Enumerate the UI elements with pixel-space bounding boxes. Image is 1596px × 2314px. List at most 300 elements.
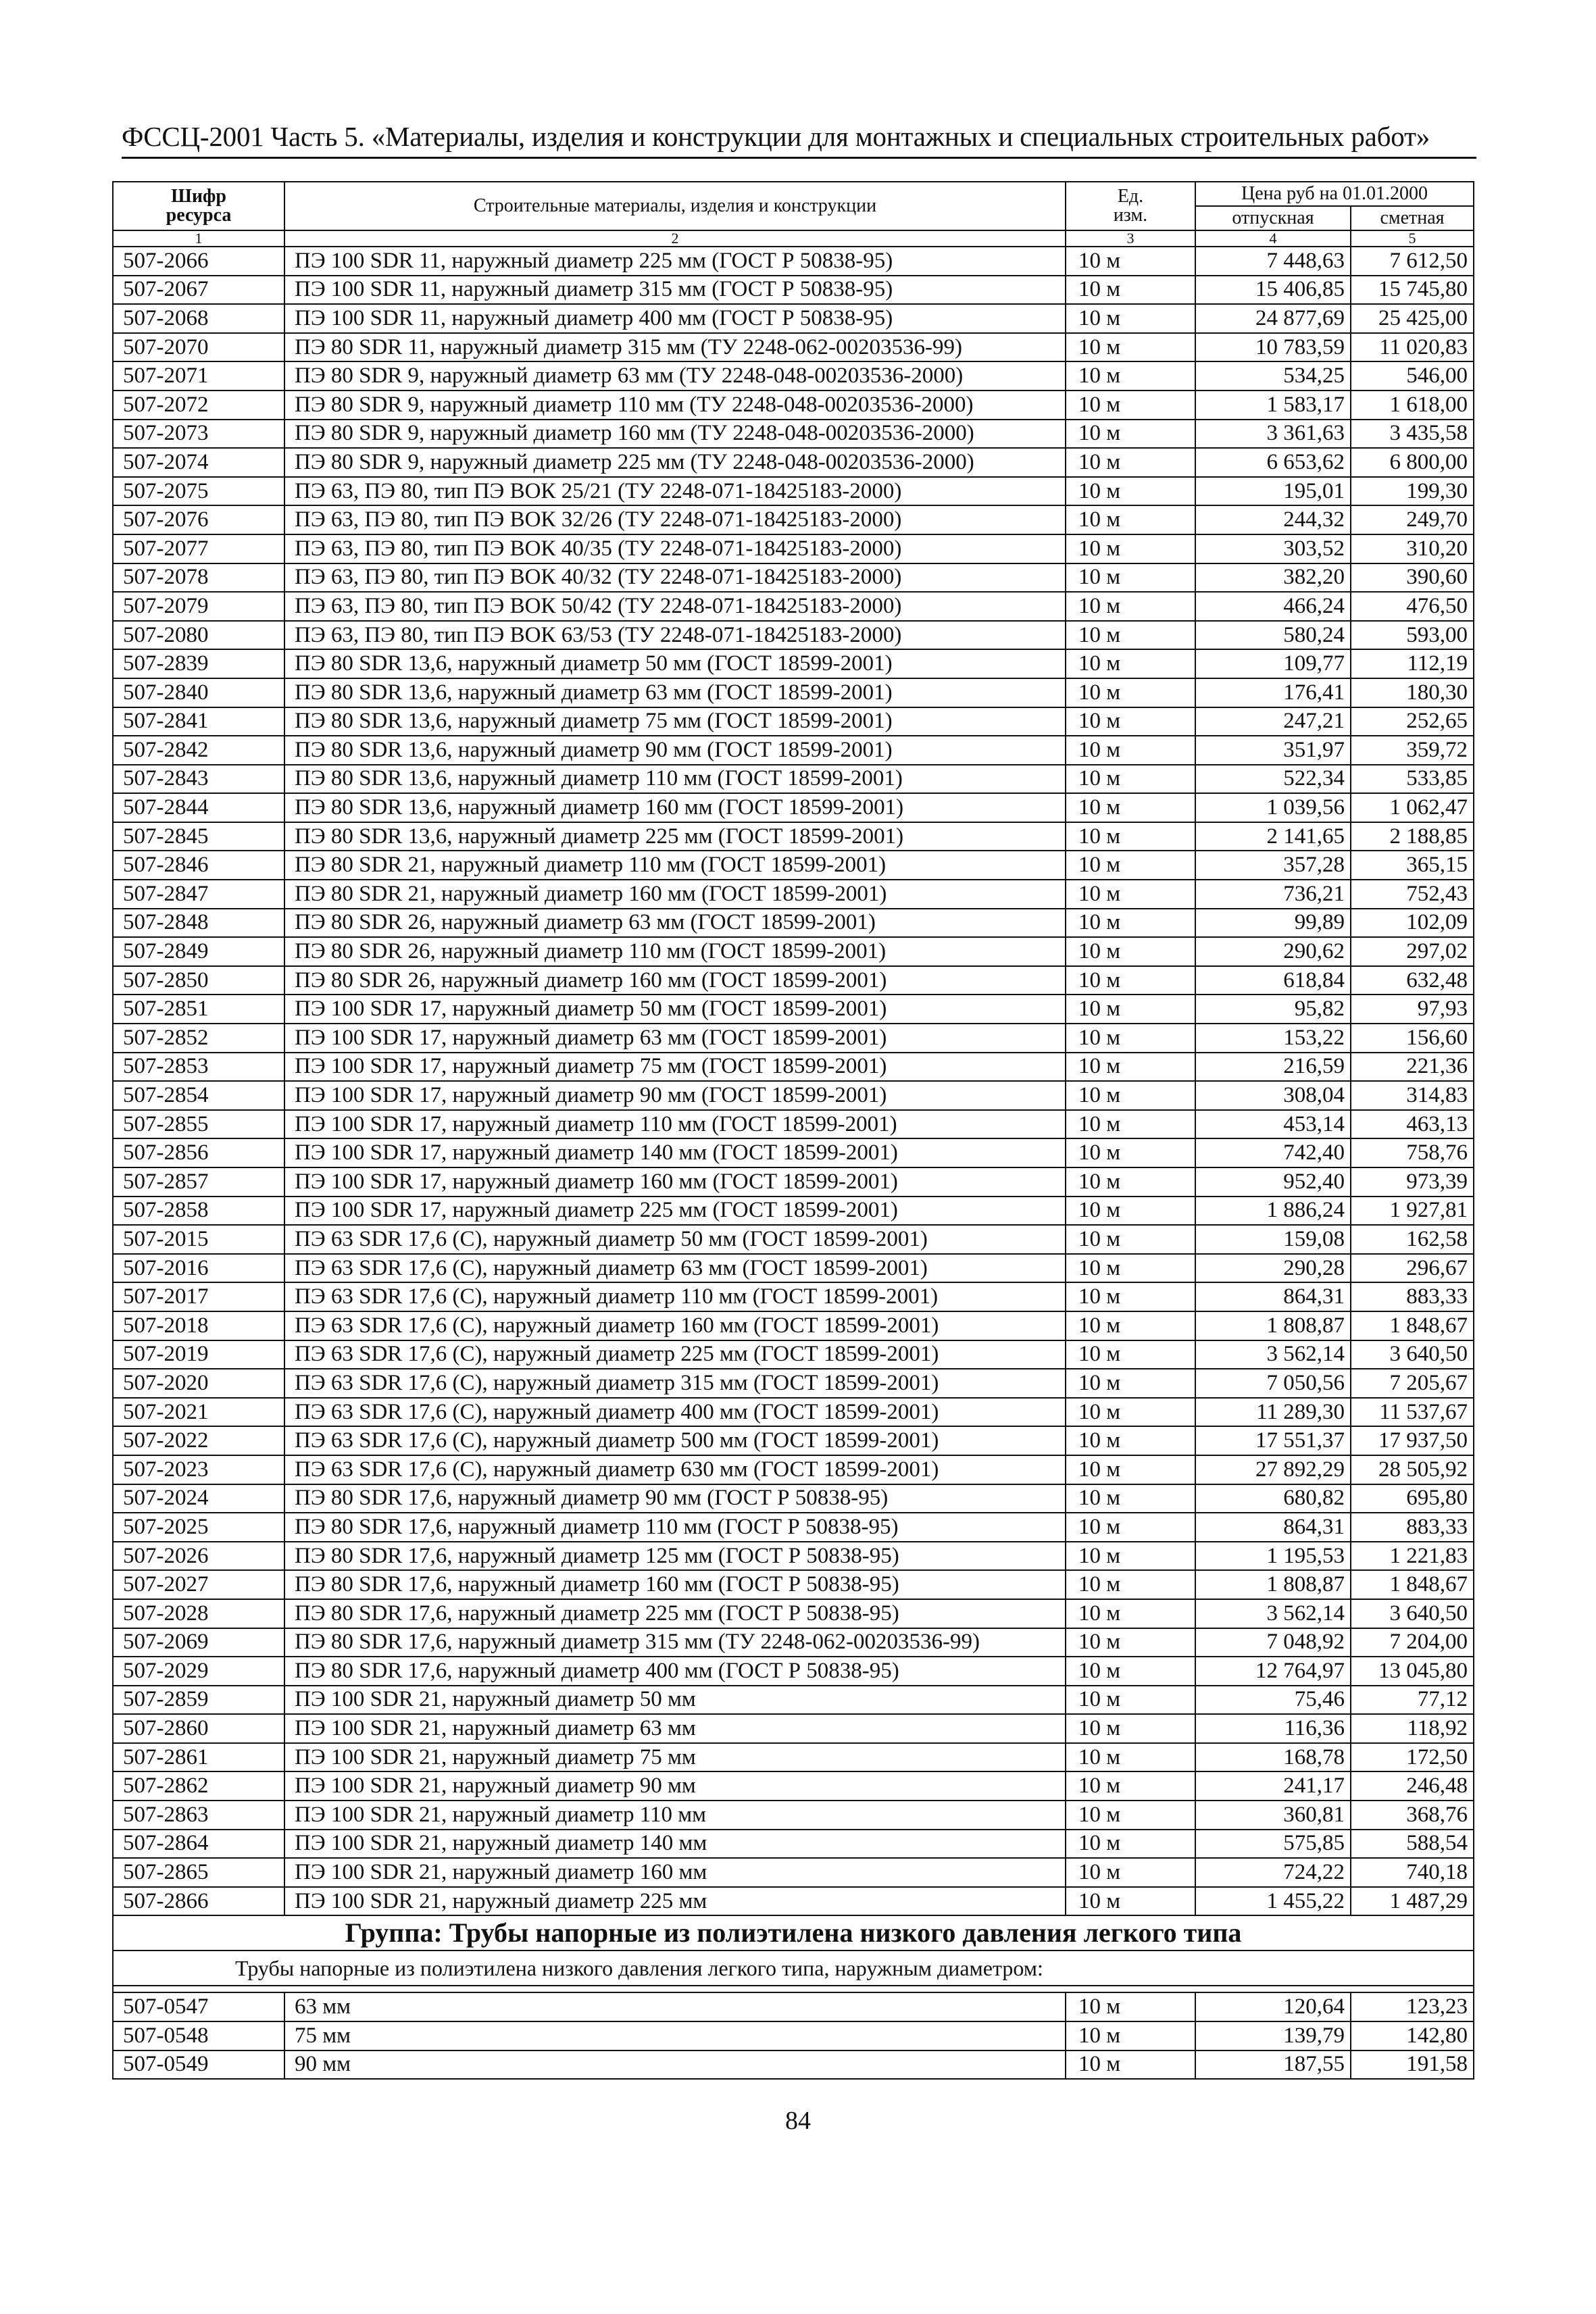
material-name: 75 мм — [284, 2021, 1066, 2051]
material-name: ПЭ 63, ПЭ 80, тип ПЭ ВОК 50/42 (ТУ 2248-071-18425183-2000) — [284, 592, 1066, 621]
material-name: ПЭ 63 SDR 17,6 (С), наружный диаметр 160 мм (ГОСТ 18599-2001) — [284, 1311, 1066, 1340]
resource-code: 507-2019 — [113, 1340, 284, 1369]
material-name: ПЭ 63 SDR 17,6 (С), наружный диаметр 500 мм (ГОСТ 18599-2001) — [284, 1426, 1066, 1455]
release-price: 139,79 — [1195, 2021, 1351, 2051]
unit: 10 м — [1066, 1282, 1195, 1311]
release-price: 382,20 — [1195, 563, 1351, 593]
material-name: ПЭ 80 SDR 17,6, наружный диаметр 225 мм (ГОСТ Р 50838-95) — [284, 1599, 1066, 1628]
estimate-price: 7 612,50 — [1351, 247, 1474, 276]
estimate-price: 123,23 — [1351, 1992, 1474, 2021]
unit: 10 м — [1066, 1110, 1195, 1139]
resource-code: 507-2858 — [113, 1197, 284, 1226]
resource-code: 507-0549 — [113, 2051, 284, 2080]
estimate-price: 632,48 — [1351, 966, 1474, 995]
unit: 10 м — [1066, 1024, 1195, 1053]
material-name: ПЭ 63, ПЭ 80, тип ПЭ ВОК 32/26 (ТУ 2248-071-18425183-2000) — [284, 505, 1066, 534]
release-price: 244,32 — [1195, 505, 1351, 534]
resource-code: 507-2017 — [113, 1282, 284, 1311]
estimate-price: 97,93 — [1351, 995, 1474, 1024]
table-row — [113, 534, 1474, 563]
estimate-price: 310,20 — [1351, 534, 1474, 563]
material-name: ПЭ 80 SDR 17,6, наружный диаметр 400 мм (ГОСТ Р 50838-95) — [284, 1657, 1066, 1686]
unit: 10 м — [1066, 621, 1195, 650]
release-price: 2 141,65 — [1195, 822, 1351, 851]
release-price: 952,40 — [1195, 1167, 1351, 1197]
resource-code: 507-2854 — [113, 1081, 284, 1110]
unit: 10 м — [1066, 1992, 1195, 2021]
material-name: ПЭ 100 SDR 21, наружный диаметр 75 мм — [284, 1743, 1066, 1772]
material-name: ПЭ 80 SDR 9, наружный диаметр 63 мм (ТУ 2248-048-00203536-2000) — [284, 361, 1066, 391]
unit: 10 м — [1066, 1138, 1195, 1167]
release-price: 1 583,17 — [1195, 391, 1351, 420]
release-price: 357,28 — [1195, 851, 1351, 880]
unit: 10 м — [1066, 247, 1195, 276]
table-row — [113, 966, 1474, 995]
release-price: 247,21 — [1195, 707, 1351, 736]
material-name: ПЭ 80 SDR 26, наружный диаметр 63 мм (ГОСТ 18599-2001) — [284, 909, 1066, 938]
table-row — [113, 1484, 1474, 1513]
material-name: ПЭ 80 SDR 21, наружный диаметр 110 мм (ГОСТ 18599-2001) — [284, 851, 1066, 880]
release-price: 575,85 — [1195, 1830, 1351, 1859]
resource-code: 507-2020 — [113, 1369, 284, 1398]
table-row — [113, 1887, 1474, 1916]
resource-code: 507-2852 — [113, 1024, 284, 1053]
unit: 10 м — [1066, 995, 1195, 1024]
unit: 10 м — [1066, 736, 1195, 765]
material-name: ПЭ 80 SDR 17,6, наружный диаметр 90 мм (ГОСТ Р 50838-95) — [284, 1484, 1066, 1513]
material-name: ПЭ 80 SDR 17,6, наружный диаметр 110 мм (ГОСТ Р 50838-95) — [284, 1513, 1066, 1542]
group-description: Трубы напорные из полиэтилена низкого давления легкого типа, наружным диаметром: — [113, 1951, 1474, 1986]
material-name: ПЭ 100 SDR 17, наружный диаметр 75 мм (ГОСТ 18599-2001) — [284, 1053, 1066, 1082]
resource-code: 507-2848 — [113, 909, 284, 938]
page-number: 84 — [785, 2107, 811, 2135]
unit: 10 м — [1066, 1053, 1195, 1082]
release-price: 120,64 — [1195, 1992, 1351, 2021]
page-header: ФССЦ-2001 Часть 5. «Материалы, изделия и конструкции для монтажных и специальных строительных работ» — [122, 121, 1430, 152]
table-row — [113, 1455, 1474, 1484]
column-number: 2 — [284, 230, 1066, 247]
table-row — [113, 333, 1474, 362]
table-row — [113, 851, 1474, 880]
resource-code: 507-2068 — [113, 304, 284, 333]
estimate-price: 463,13 — [1351, 1110, 1474, 1139]
estimate-price: 199,30 — [1351, 477, 1474, 506]
table-row — [113, 621, 1474, 650]
resource-code: 507-0548 — [113, 2021, 284, 2051]
release-price: 453,14 — [1195, 1110, 1351, 1139]
release-price: 303,52 — [1195, 534, 1351, 563]
resource-code: 507-2847 — [113, 880, 284, 909]
unit: 10 м — [1066, 276, 1195, 305]
material-name: ПЭ 100 SDR 21, наружный диаметр 160 мм — [284, 1858, 1066, 1887]
unit: 10 м — [1066, 880, 1195, 909]
table-row — [113, 880, 1474, 909]
material-name: ПЭ 80 SDR 13,6, наружный диаметр 63 мм (ГОСТ 18599-2001) — [284, 678, 1066, 707]
resource-code: 507-2026 — [113, 1542, 284, 1571]
resource-code: 507-2855 — [113, 1110, 284, 1139]
estimate-price: 546,00 — [1351, 361, 1474, 391]
table-row — [113, 1657, 1474, 1686]
release-price: 7 048,92 — [1195, 1628, 1351, 1657]
unit: 10 м — [1066, 1830, 1195, 1859]
material-name: ПЭ 63 SDR 17,6 (С), наружный диаметр 63 мм (ГОСТ 18599-2001) — [284, 1254, 1066, 1283]
resource-code: 507-2021 — [113, 1398, 284, 1427]
table-row — [113, 1830, 1474, 1859]
unit: 10 м — [1066, 1714, 1195, 1743]
resource-code: 507-2863 — [113, 1801, 284, 1830]
estimate-price: 365,15 — [1351, 851, 1474, 880]
table-row — [113, 1714, 1474, 1743]
table-row — [113, 1743, 1474, 1772]
estimate-price: 191,58 — [1351, 2051, 1474, 2080]
release-price: 159,08 — [1195, 1225, 1351, 1254]
table-row — [113, 304, 1474, 333]
resource-code: 507-2066 — [113, 247, 284, 276]
estimate-price: 221,36 — [1351, 1053, 1474, 1082]
table-row — [113, 1053, 1474, 1082]
material-name: ПЭ 80 SDR 13,6, наружный диаметр 75 мм (ГОСТ 18599-2001) — [284, 707, 1066, 736]
resource-code: 507-2071 — [113, 361, 284, 391]
material-name: ПЭ 80 SDR 17,6, наружный диаметр 125 мм (ГОСТ Р 50838-95) — [284, 1542, 1066, 1571]
table-row — [113, 1167, 1474, 1197]
table-row — [113, 1686, 1474, 1715]
estimate-price: 28 505,92 — [1351, 1455, 1474, 1484]
material-name: ПЭ 80 SDR 26, наружный диаметр 110 мм (ГОСТ 18599-2001) — [284, 937, 1066, 966]
unit: 10 м — [1066, 391, 1195, 420]
release-price: 360,81 — [1195, 1801, 1351, 1830]
unit: 10 м — [1066, 448, 1195, 477]
material-name: ПЭ 80 SDR 26, наружный диаметр 160 мм (ГОСТ 18599-2001) — [284, 966, 1066, 995]
material-name: ПЭ 63 SDR 17,6 (С), наружный диаметр 225 мм (ГОСТ 18599-2001) — [284, 1340, 1066, 1369]
resource-code: 507-2080 — [113, 621, 284, 650]
table-row — [113, 563, 1474, 593]
estimate-price: 11 537,67 — [1351, 1398, 1474, 1427]
estimate-price: 17 937,50 — [1351, 1426, 1474, 1455]
release-price: 11 289,30 — [1195, 1398, 1351, 1427]
estimate-price: 118,92 — [1351, 1714, 1474, 1743]
material-name: ПЭ 100 SDR 21, наружный диаметр 110 мм — [284, 1801, 1066, 1830]
material-name: 63 мм — [284, 1992, 1066, 2021]
unit: 10 м — [1066, 563, 1195, 593]
estimate-price: 359,72 — [1351, 736, 1474, 765]
material-name: ПЭ 80 SDR 17,6, наружный диаметр 315 мм (ТУ 2248-062-00203536-99) — [284, 1628, 1066, 1657]
unit: 10 м — [1066, 937, 1195, 966]
release-price: 187,55 — [1195, 2051, 1351, 2080]
table-row — [113, 2021, 1474, 2051]
unit: 10 м — [1066, 1657, 1195, 1686]
table-row — [113, 1282, 1474, 1311]
resource-code: 507-0547 — [113, 1992, 284, 2021]
estimate-price: 476,50 — [1351, 592, 1474, 621]
table-row — [113, 1858, 1474, 1887]
table-row — [113, 736, 1474, 765]
material-name: ПЭ 100 SDR 17, наружный диаметр 140 мм (ГОСТ 18599-2001) — [284, 1138, 1066, 1167]
material-name: ПЭ 63, ПЭ 80, тип ПЭ ВОК 40/32 (ТУ 2248-071-18425183-2000) — [284, 563, 1066, 593]
table-row — [113, 361, 1474, 391]
release-price: 724,22 — [1195, 1858, 1351, 1887]
resource-code: 507-2864 — [113, 1830, 284, 1859]
resource-code: 507-2866 — [113, 1887, 284, 1916]
material-name: ПЭ 80 SDR 17,6, наружный диаметр 160 мм (ГОСТ Р 50838-95) — [284, 1570, 1066, 1599]
unit: 10 м — [1066, 1340, 1195, 1369]
header-unit — [1066, 182, 1195, 230]
table-row — [113, 995, 1474, 1024]
estimate-price: 883,33 — [1351, 1282, 1474, 1311]
estimate-price: 102,09 — [1351, 909, 1474, 938]
resource-code: 507-2859 — [113, 1686, 284, 1715]
material-name: ПЭ 80 SDR 13,6, наружный диаметр 90 мм (ГОСТ 18599-2001) — [284, 736, 1066, 765]
release-price: 27 892,29 — [1195, 1455, 1351, 1484]
table-row — [113, 1426, 1474, 1455]
group-section — [113, 1915, 1474, 1992]
material-name: ПЭ 80 SDR 9, наружный диаметр 225 мм (ТУ 2248-048-00203536-2000) — [284, 448, 1066, 477]
unit: 10 м — [1066, 1426, 1195, 1455]
table-row — [113, 1369, 1474, 1398]
resource-code: 507-2846 — [113, 851, 284, 880]
release-price: 10 783,59 — [1195, 333, 1351, 362]
table-row — [113, 247, 1474, 276]
release-price: 15 406,85 — [1195, 276, 1351, 305]
column-number: 5 — [1351, 230, 1474, 247]
resource-code: 507-2839 — [113, 649, 284, 678]
resource-code: 507-2028 — [113, 1599, 284, 1628]
resource-code: 507-2851 — [113, 995, 284, 1024]
estimate-price: 6 800,00 — [1351, 448, 1474, 477]
material-name: ПЭ 100 SDR 21, наружный диаметр 225 мм — [284, 1887, 1066, 1916]
unit: 10 м — [1066, 1542, 1195, 1571]
estimate-price: 172,50 — [1351, 1743, 1474, 1772]
material-name: 90 мм — [284, 2051, 1066, 2080]
table-row — [113, 793, 1474, 822]
estimate-price: 883,33 — [1351, 1513, 1474, 1542]
resource-code: 507-2844 — [113, 793, 284, 822]
unit: 10 м — [1066, 678, 1195, 707]
resource-code: 507-2840 — [113, 678, 284, 707]
resource-code: 507-2029 — [113, 1657, 284, 1686]
material-name: ПЭ 80 SDR 11, наружный диаметр 315 мм (ТУ 2248-062-00203536-99) — [284, 333, 1066, 362]
release-price: 290,28 — [1195, 1254, 1351, 1283]
estimate-price: 533,85 — [1351, 765, 1474, 794]
table-row — [113, 1398, 1474, 1427]
unit: 10 м — [1066, 592, 1195, 621]
table-row — [113, 1225, 1474, 1254]
header-code-line1: Шифр — [171, 186, 226, 207]
unit: 10 м — [1066, 1081, 1195, 1110]
table-row — [113, 1110, 1474, 1139]
table-row — [113, 592, 1474, 621]
release-price: 17 551,37 — [1195, 1426, 1351, 1455]
resource-code: 507-2862 — [113, 1771, 284, 1801]
table-row — [113, 1599, 1474, 1628]
header-unit-line2: изм. — [1113, 205, 1148, 226]
unit: 10 м — [1066, 534, 1195, 563]
estimate-price: 1 618,00 — [1351, 391, 1474, 420]
resource-code: 507-2075 — [113, 477, 284, 506]
column-number: 3 — [1066, 230, 1195, 247]
estimate-price: 2 188,85 — [1351, 822, 1474, 851]
estimate-price: 11 020,83 — [1351, 333, 1474, 362]
estimate-price: 740,18 — [1351, 1858, 1474, 1887]
material-name: ПЭ 100 SDR 11, наружный диаметр 315 мм (ГОСТ Р 50838-95) — [284, 276, 1066, 305]
header-rule — [122, 157, 1476, 159]
release-price: 6 653,62 — [1195, 448, 1351, 477]
unit: 10 м — [1066, 304, 1195, 333]
unit: 10 м — [1066, 1686, 1195, 1715]
material-name: ПЭ 100 SDR 17, наружный диаметр 225 мм (ГОСТ 18599-2001) — [284, 1197, 1066, 1226]
resource-code: 507-2024 — [113, 1484, 284, 1513]
release-price: 308,04 — [1195, 1081, 1351, 1110]
unit: 10 м — [1066, 361, 1195, 391]
material-name: ПЭ 100 SDR 17, наружный диаметр 63 мм (ГОСТ 18599-2001) — [284, 1024, 1066, 1053]
unit: 10 м — [1066, 505, 1195, 534]
unit: 10 м — [1066, 1599, 1195, 1628]
unit: 10 м — [1066, 1513, 1195, 1542]
release-price: 742,40 — [1195, 1138, 1351, 1167]
unit: 10 м — [1066, 1455, 1195, 1484]
estimate-price: 1 848,67 — [1351, 1570, 1474, 1599]
table-row — [113, 1801, 1474, 1830]
material-name: ПЭ 100 SDR 21, наружный диаметр 140 мм — [284, 1830, 1066, 1859]
material-name: ПЭ 80 SDR 9, наружный диаметр 160 мм (ТУ 2248-048-00203536-2000) — [284, 420, 1066, 449]
resource-code: 507-2843 — [113, 765, 284, 794]
header-unit-line1: Ед. — [1117, 186, 1144, 207]
release-price: 736,21 — [1195, 880, 1351, 909]
estimate-price: 25 425,00 — [1351, 304, 1474, 333]
estimate-price: 1 062,47 — [1351, 793, 1474, 822]
estimate-price: 156,60 — [1351, 1024, 1474, 1053]
resource-code: 507-2070 — [113, 333, 284, 362]
unit: 10 м — [1066, 822, 1195, 851]
estimate-price: 368,76 — [1351, 1801, 1474, 1830]
unit: 10 м — [1066, 1484, 1195, 1513]
material-name: ПЭ 63, ПЭ 80, тип ПЭ ВОК 63/53 (ТУ 2248-071-18425183-2000) — [284, 621, 1066, 650]
resource-code: 507-2849 — [113, 937, 284, 966]
resource-code: 507-2078 — [113, 563, 284, 593]
table-row — [113, 1024, 1474, 1053]
release-price: 522,34 — [1195, 765, 1351, 794]
material-name: ПЭ 63, ПЭ 80, тип ПЭ ВОК 40/35 (ТУ 2248-071-18425183-2000) — [284, 534, 1066, 563]
resource-code: 507-2067 — [113, 276, 284, 305]
estimate-price: 752,43 — [1351, 880, 1474, 909]
material-name: ПЭ 80 SDR 21, наружный диаметр 160 мм (ГОСТ 18599-2001) — [284, 880, 1066, 909]
resource-code: 507-2853 — [113, 1053, 284, 1082]
table-row — [113, 1570, 1474, 1599]
column-number: 4 — [1195, 230, 1351, 247]
material-name: ПЭ 100 SDR 17, наружный диаметр 160 мм (ГОСТ 18599-2001) — [284, 1167, 1066, 1197]
estimate-price: 593,00 — [1351, 621, 1474, 650]
estimate-price: 13 045,80 — [1351, 1657, 1474, 1686]
header-price: Цена руб на 01.01.2000 — [1195, 182, 1474, 206]
release-price: 12 764,97 — [1195, 1657, 1351, 1686]
resource-code: 507-2079 — [113, 592, 284, 621]
table-row — [113, 1254, 1474, 1283]
estimate-price: 7 205,67 — [1351, 1369, 1474, 1398]
header-estimate-price: сметная — [1351, 206, 1474, 230]
release-price: 1 455,22 — [1195, 1887, 1351, 1916]
group-spacer — [113, 1986, 1474, 1992]
resource-code: 507-2022 — [113, 1426, 284, 1455]
resource-code: 507-2850 — [113, 966, 284, 995]
unit: 10 м — [1066, 1570, 1195, 1599]
table-row — [113, 1771, 1474, 1801]
resource-code: 507-2845 — [113, 822, 284, 851]
release-price: 7 448,63 — [1195, 247, 1351, 276]
unit: 10 м — [1066, 2051, 1195, 2080]
unit: 10 м — [1066, 966, 1195, 995]
release-price: 466,24 — [1195, 592, 1351, 621]
unit: 10 м — [1066, 1887, 1195, 1916]
release-price: 195,01 — [1195, 477, 1351, 506]
table-row — [113, 1311, 1474, 1340]
unit: 10 м — [1066, 1369, 1195, 1398]
unit: 10 м — [1066, 477, 1195, 506]
release-price: 351,97 — [1195, 736, 1351, 765]
material-name: ПЭ 80 SDR 13,6, наружный диаметр 50 мм (ГОСТ 18599-2001) — [284, 649, 1066, 678]
estimate-price: 314,83 — [1351, 1081, 1474, 1110]
material-name: ПЭ 80 SDR 13,6, наружный диаметр 110 мм (ГОСТ 18599-2001) — [284, 765, 1066, 794]
material-name: ПЭ 63 SDR 17,6 (С), наружный диаметр 110 мм (ГОСТ 18599-2001) — [284, 1282, 1066, 1311]
table-row — [113, 505, 1474, 534]
group-table-body — [113, 1992, 1474, 2079]
release-price: 3 361,63 — [1195, 420, 1351, 449]
resource-code: 507-2841 — [113, 707, 284, 736]
unit: 10 м — [1066, 909, 1195, 938]
column-number: 1 — [113, 230, 284, 247]
estimate-price: 77,12 — [1351, 1686, 1474, 1715]
estimate-price: 180,30 — [1351, 678, 1474, 707]
resource-code: 507-2073 — [113, 420, 284, 449]
release-price: 176,41 — [1195, 678, 1351, 707]
estimate-price: 7 204,00 — [1351, 1628, 1474, 1657]
unit: 10 м — [1066, 1311, 1195, 1340]
release-price: 580,24 — [1195, 621, 1351, 650]
unit: 10 м — [1066, 1398, 1195, 1427]
table-row — [113, 937, 1474, 966]
estimate-price: 1 487,29 — [1351, 1887, 1474, 1916]
resource-code: 507-2076 — [113, 505, 284, 534]
estimate-price: 588,54 — [1351, 1830, 1474, 1859]
estimate-price: 695,80 — [1351, 1484, 1474, 1513]
material-name: ПЭ 80 SDR 13,6, наружный диаметр 225 мм (ГОСТ 18599-2001) — [284, 822, 1066, 851]
unit: 10 м — [1066, 1628, 1195, 1657]
table-row — [113, 765, 1474, 794]
material-name: ПЭ 100 SDR 17, наружный диаметр 110 мм (ГОСТ 18599-2001) — [284, 1110, 1066, 1139]
estimate-price: 112,19 — [1351, 649, 1474, 678]
unit: 10 м — [1066, 1197, 1195, 1226]
release-price: 534,25 — [1195, 361, 1351, 391]
material-name: ПЭ 80 SDR 9, наружный диаметр 110 мм (ТУ 2248-048-00203536-2000) — [284, 391, 1066, 420]
table-row — [113, 1138, 1474, 1167]
material-name: ПЭ 100 SDR 17, наружный диаметр 90 мм (ГОСТ 18599-2001) — [284, 1081, 1066, 1110]
resource-code: 507-2860 — [113, 1714, 284, 1743]
resource-code: 507-2027 — [113, 1570, 284, 1599]
table-row — [113, 1081, 1474, 1110]
estimate-price: 390,60 — [1351, 563, 1474, 593]
table-row — [113, 1197, 1474, 1226]
material-name: ПЭ 63 SDR 17,6 (С), наружный диаметр 50 мм (ГОСТ 18599-2001) — [284, 1225, 1066, 1254]
unit: 10 м — [1066, 649, 1195, 678]
resource-code: 507-2072 — [113, 391, 284, 420]
unit: 10 м — [1066, 1225, 1195, 1254]
estimate-price: 246,48 — [1351, 1771, 1474, 1801]
estimate-price: 296,67 — [1351, 1254, 1474, 1283]
table-row — [113, 909, 1474, 938]
material-name: ПЭ 100 SDR 21, наружный диаметр 50 мм — [284, 1686, 1066, 1715]
table-row — [113, 1992, 1474, 2021]
unit: 10 м — [1066, 1801, 1195, 1830]
table-body — [113, 247, 1474, 1915]
unit: 10 м — [1066, 420, 1195, 449]
